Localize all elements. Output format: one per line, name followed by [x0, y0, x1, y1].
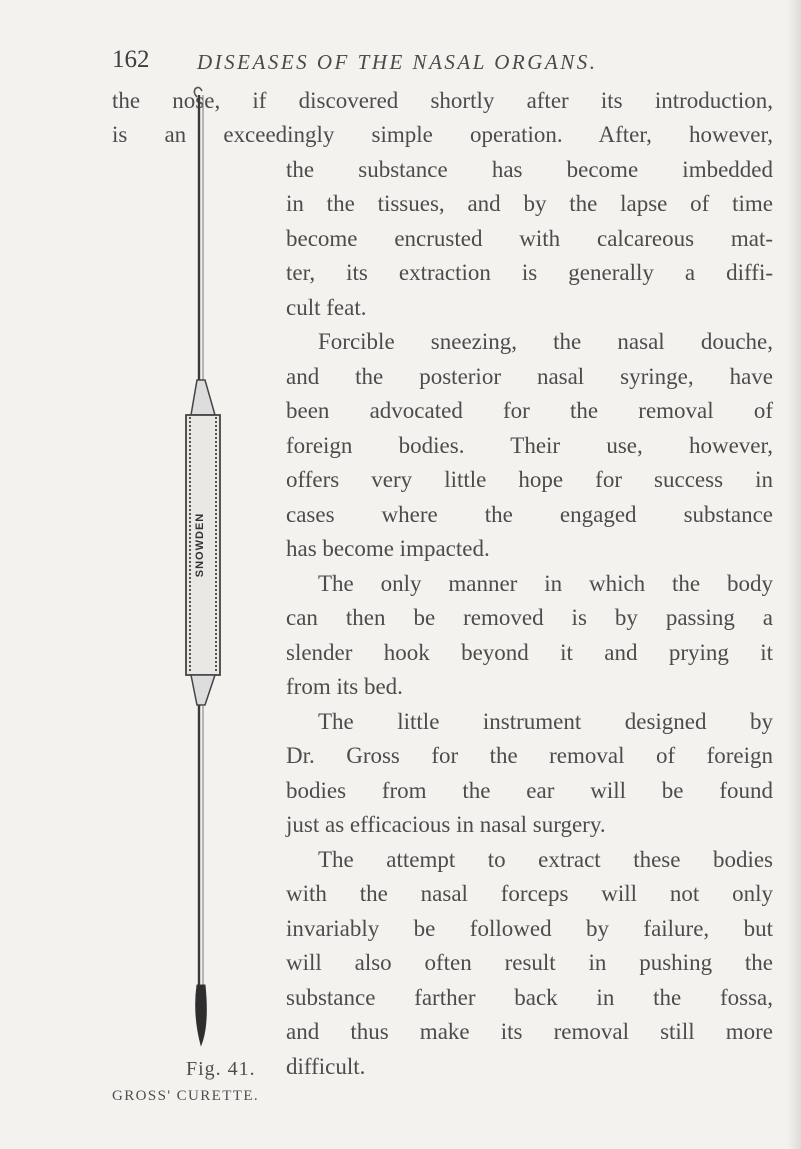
body-line-6: ter, its extraction is generally a diffi-: [286, 260, 773, 285]
body-line-2: is an exceedingly simple operation. After, however,: [112, 122, 773, 147]
body-line-29: difficult.: [286, 1054, 366, 1079]
running-title: DISEASES OF THE NASAL ORGANS.: [197, 50, 598, 74]
figure-caption: GROSS' CURETTE.: [112, 1088, 260, 1104]
body-line-7: cult feat.: [286, 295, 367, 320]
body-line-4: in the tissues, and by the lapse of time: [286, 191, 773, 216]
page-edge-shadow: [787, 0, 801, 1149]
body-line-25: invariably be followed by failure, but: [286, 916, 773, 941]
body-line-21: bodies from the ear will be found: [286, 778, 773, 803]
page-header: [112, 46, 772, 82]
body-line-20: Dr. Gross for the removal of foreign: [286, 743, 773, 768]
body-line-11: foreign bodies. Their use, however,: [286, 433, 773, 458]
curette-lower-drawing: [175, 775, 230, 1055]
body-line-9: and the posterior nasal syringe, have: [286, 364, 773, 389]
body-line-23: The attempt to extract these bodies: [318, 847, 773, 872]
body-line-27: substance farther back in the fossa,: [286, 985, 773, 1010]
body-line-18: from its bed.: [286, 674, 403, 699]
body-line-5: become encrusted with calcareous mat-: [286, 226, 773, 251]
body-line-26: will also often result in pushing the: [286, 950, 773, 975]
body-line-1: the nose, if discovered shortly after its introduction,: [112, 88, 773, 113]
body-line-19: The little instrument designed by: [318, 709, 773, 734]
body-line-12: offers very little hope for success in: [286, 467, 773, 492]
body-line-3: the substance has become imbedded: [286, 157, 773, 182]
page-number: 162: [112, 46, 150, 73]
body-line-8: Forcible sneezing, the nasal douche,: [318, 329, 773, 354]
curette-handle-text: SNOWDEN: [194, 512, 206, 578]
body-line-28: and thus make its removal still more: [286, 1019, 773, 1044]
body-line-17: slender hook beyond it and prying it: [286, 640, 773, 665]
body-line-16: can then be removed is by passing a: [286, 605, 773, 630]
body-line-15: The only manner in which the body: [318, 571, 773, 596]
body-line-24: with the nasal forceps will not only: [286, 881, 773, 906]
body-line-14: has become impacted.: [286, 536, 490, 561]
curette-drawing: [175, 85, 230, 775]
body-line-22: just as efficacious in nasal surgery.: [286, 812, 606, 837]
figure-label: Fig. 41.: [186, 1058, 256, 1080]
body-line-10: been advocated for the removal of: [286, 398, 773, 423]
body-line-13: cases where the engaged substance: [286, 502, 773, 527]
curette-illustration: [175, 85, 230, 775]
